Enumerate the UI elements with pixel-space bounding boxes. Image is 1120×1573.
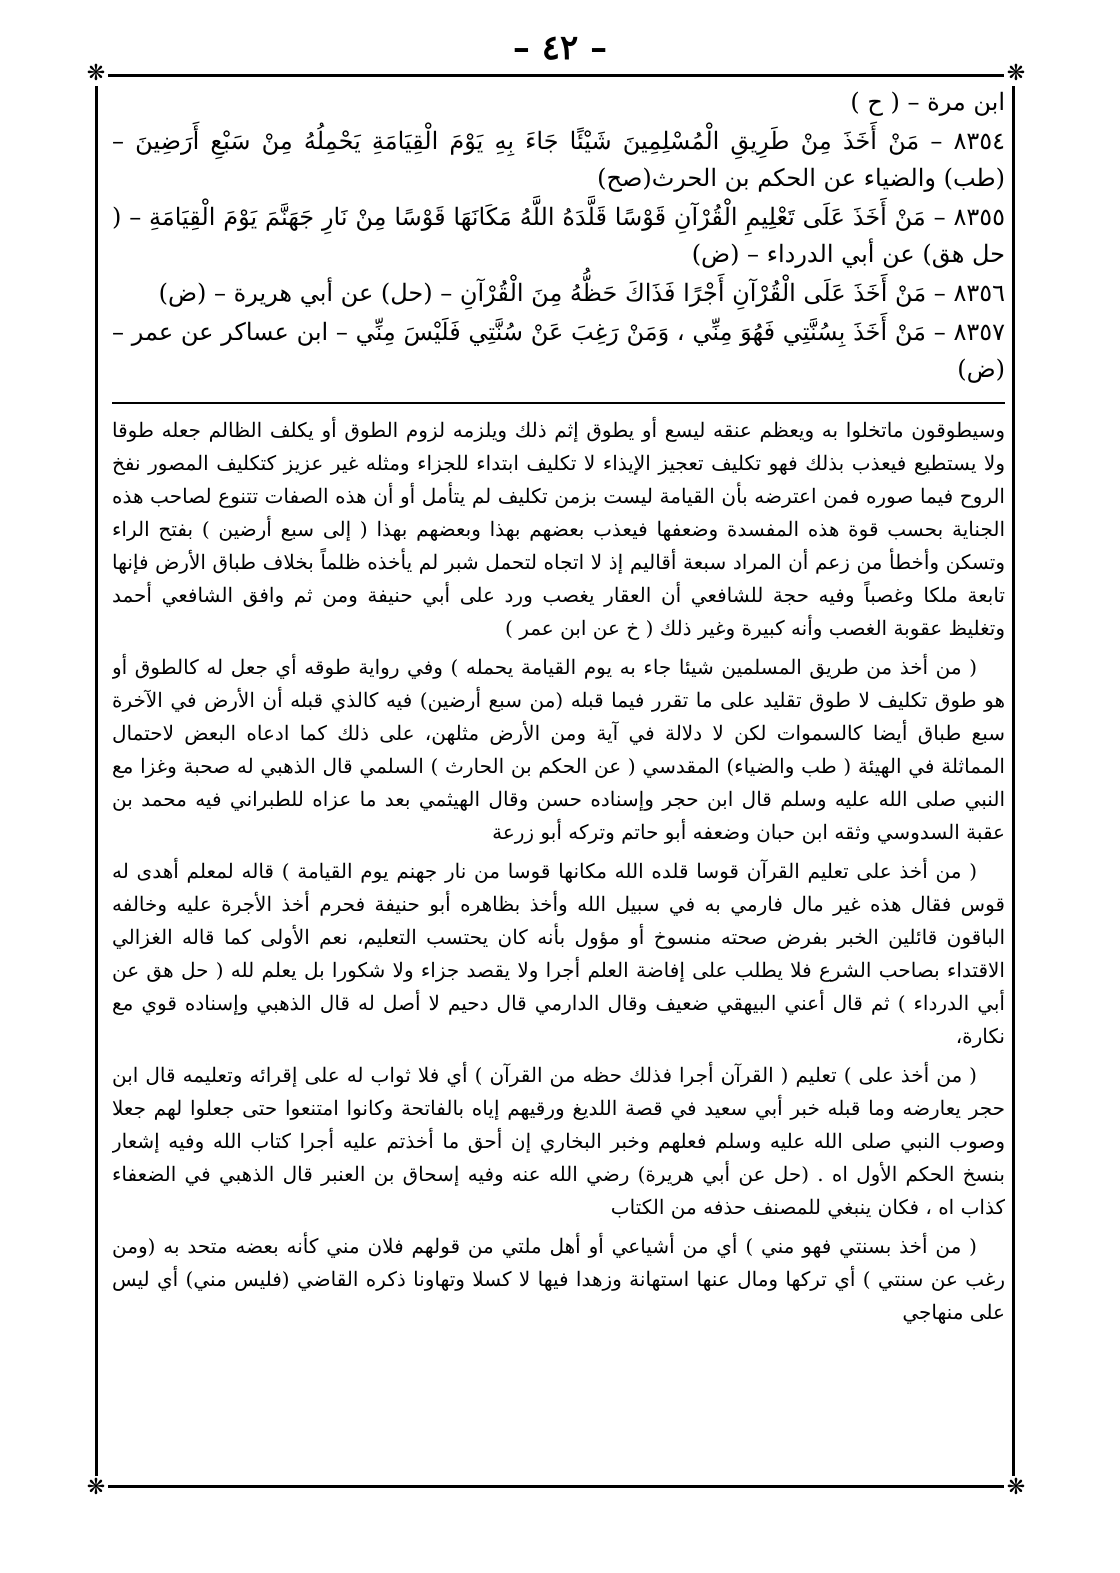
ornament-flower-icon: ❋ xyxy=(84,62,108,86)
section-divider xyxy=(112,402,1005,404)
main-text xyxy=(112,84,1005,388)
page-content xyxy=(112,84,1005,1484)
commentary-paragraph: ( من أخذ بسنتي فهو مني ) أي من أشياعي أو أهل ملتي من قولهم فلان مني كأنه بعضه متحد به (ومن رغب عن سنتي ) أي تركها ومال عنها استهانة وزهدا فيها لا كسلا وتهاونا ذكره القاضي (فليس مني) أي ليس على منهاجي xyxy=(112,1234,1005,1324)
hadith-entry: ٨٣٥٥ – مَنْ أَخَذَ عَلَى تَعْلِيمِ الْقُرْآنِ قَوْسًا قَلَّدَهُ اللَّهُ مَكَانَهَا قَوْسًا مِنْ نَارِ جَهَنَّمَ يَوْمَ الْقِيَامَةِ – ( حل هق) عن أبي الدرداء – (ض) xyxy=(112,203,1005,268)
hadith-entry: ٨٣٥٤ – مَنْ أَخَذَ مِنْ طَرِيقِ الْمُسْلِمِينَ شَيْئًا جَاءَ بِهِ يَوْمَ الْقِيَامَةِ يَحْمِلُهُ مِنْ سَبْعِ أَرَضِينَ – (طب) والضياء عن الحكم بن الحرث(صح) xyxy=(112,127,1005,192)
ornament-flower-icon: ❋ xyxy=(1004,1476,1028,1500)
commentary-paragraph: ( من أخذ على تعليم القرآن قوسا قلده الله مكانها قوسا من نار جهنم يوم القيامة ) قاله لمعلم أهدى له قوس فقال هذه غير مال فارمي به في سبيل الله وأخذ بظاهره أبو حنيفة فحرم أخذ الأجرة عليه وخالفه الباقون قائلين الخبر بفرض صحته منسوخ أو مؤول بأنه كان يحتسب التعليم، نعم الأولى كما قاله الغزالي الاقتداء بصاحب الشرع فلا يطلب على إفاضة العلم أجرا ولا يقصد جزاء ولا شكورا بل يعلم لله ( حل هق عن أبي الدرداء ) ثم قال أعني البيهقي ضعيف وقال الدارمي قال دحيم لا أصل له قال الذهبي وإسناده قوي مع نكارة، xyxy=(112,859,1005,1048)
page-number: – ٤٢ – xyxy=(512,28,608,68)
commentary-paragraph: وسيطوقون ماتخلوا به ويعظم عنقه ليسع أو يطوق إثم ذلك ويلزمه لزوم الطوق أو يكلف الظالم جعله طوقا ولا يستطيع فيعذب بذلك فهو تكليف تعجيز الإيذاء لا تكليف ابتداء للجزاء ومثله غير عزيز كتكليف المصور نفخ الروح فيما صوره فمن اعترضه بأن القيامة ليست بزمن تكليف لم يتأمل أو أن هذه الصفات تتنوع لصاحب هذه الجناية بحسب قوة هذه المفسدة وضعفها فيعذب بعضهم بهذا وبعضهم بهذا ( إلى سبع أرضين ) بفتح الراء وتسكن وأخطأ من زعم أن المراد سبعة أقاليم إذ لا اتجاه لتحمل شبر لم يأخذه ظلماً بخلاف طباق الأرض فإنها تابعة ملكا وغصباً وفيه حجة للشافعي أن العقار يغصب ورد على أبي حنيفة ومن ثم وافق الشافعي أحمد وتغليظ عقوبة الغصب وأنه كبيرة وغير ذلك ( خ عن ابن عمر ) xyxy=(112,418,1005,640)
continuation-line: ابن مرة – ( ح ) xyxy=(850,88,1005,116)
hadith-entry: ٨٣٥٦ – مَنْ أَخَذَ عَلَى الْقُرْآنِ أَجْرًا فَذَاكَ حَظُّهُ مِنَ الْقُرْآنِ – (حل) عن أبي هريرة – (ض) xyxy=(158,279,1005,307)
hadith-entry: ٨٣٥٧ – مَنْ أَخَذَ بِسُنَّتِي فَهُوَ مِنِّي ، وَمَنْ رَغِبَ عَنْ سُنَّتِي فَلَيْسَ مِنِّي – ابن عساكر عن عمر – (ض) xyxy=(112,318,1005,383)
commentary-paragraph: ( من أخذ من طريق المسلمين شيئا جاء به يوم القيامة يحمله ) وفي رواية طوقه أي جعل له كالطوق أو هو طوق تكليف لا طوق تقليد على ما تقرر فيما قبله (من سبع أرضين) فيه كالذي قبله أن الأرض في الآخرة سبع طباق أيضا كالسموات لكن لا دلالة في آية ومن الأرض مثلهن، على ذلك كما ادعاه البعض لاحتمال المماثلة في الهيئة ( طب والضياء) المقدسي ( عن الحكم بن الحارث ) السلمي قال الذهبي له صحبة وغزا مع النبي صلى الله عليه وسلم قال ابن حجر وإسناده حسن وقال الهيثمي بعد ما عزاه للطبراني فيه محمد بن عقبة السدوسي وثقه ابن حبان وضعفه أبو حاتم وتركه أبو زرعة xyxy=(112,655,1005,844)
ornament-flower-icon: ❋ xyxy=(84,1476,108,1500)
commentary-text xyxy=(112,414,1005,1329)
ornament-flower-icon: ❋ xyxy=(1004,62,1028,86)
commentary-paragraph: ( من أخذ على ) تعليم ( القرآن أجرا فذلك حظه من القرآن ) أي فلا ثواب له على إقرائه وتعليمه قال ابن حجر يعارضه وما قبله خبر أبي سعيد في قصة اللديغ ورقيهم إياه بالفاتحة وكانوا امتنعوا حتى جعلوا لهم جعلا وصوب النبي صلى الله عليه وسلم فعلهم وخبر البخاري إن أحق ما أخذتم عليه أجرا كتاب الله وفيه إشعار بنسخ الحكم الأول اه . (حل عن أبي هريرة) رضي الله عنه وفيه إسحاق بن العنبر قال الذهبي في الضعفاء كذاب اه ، فكان ينبغي للمصنف حذفه من الكتاب xyxy=(112,1063,1005,1219)
